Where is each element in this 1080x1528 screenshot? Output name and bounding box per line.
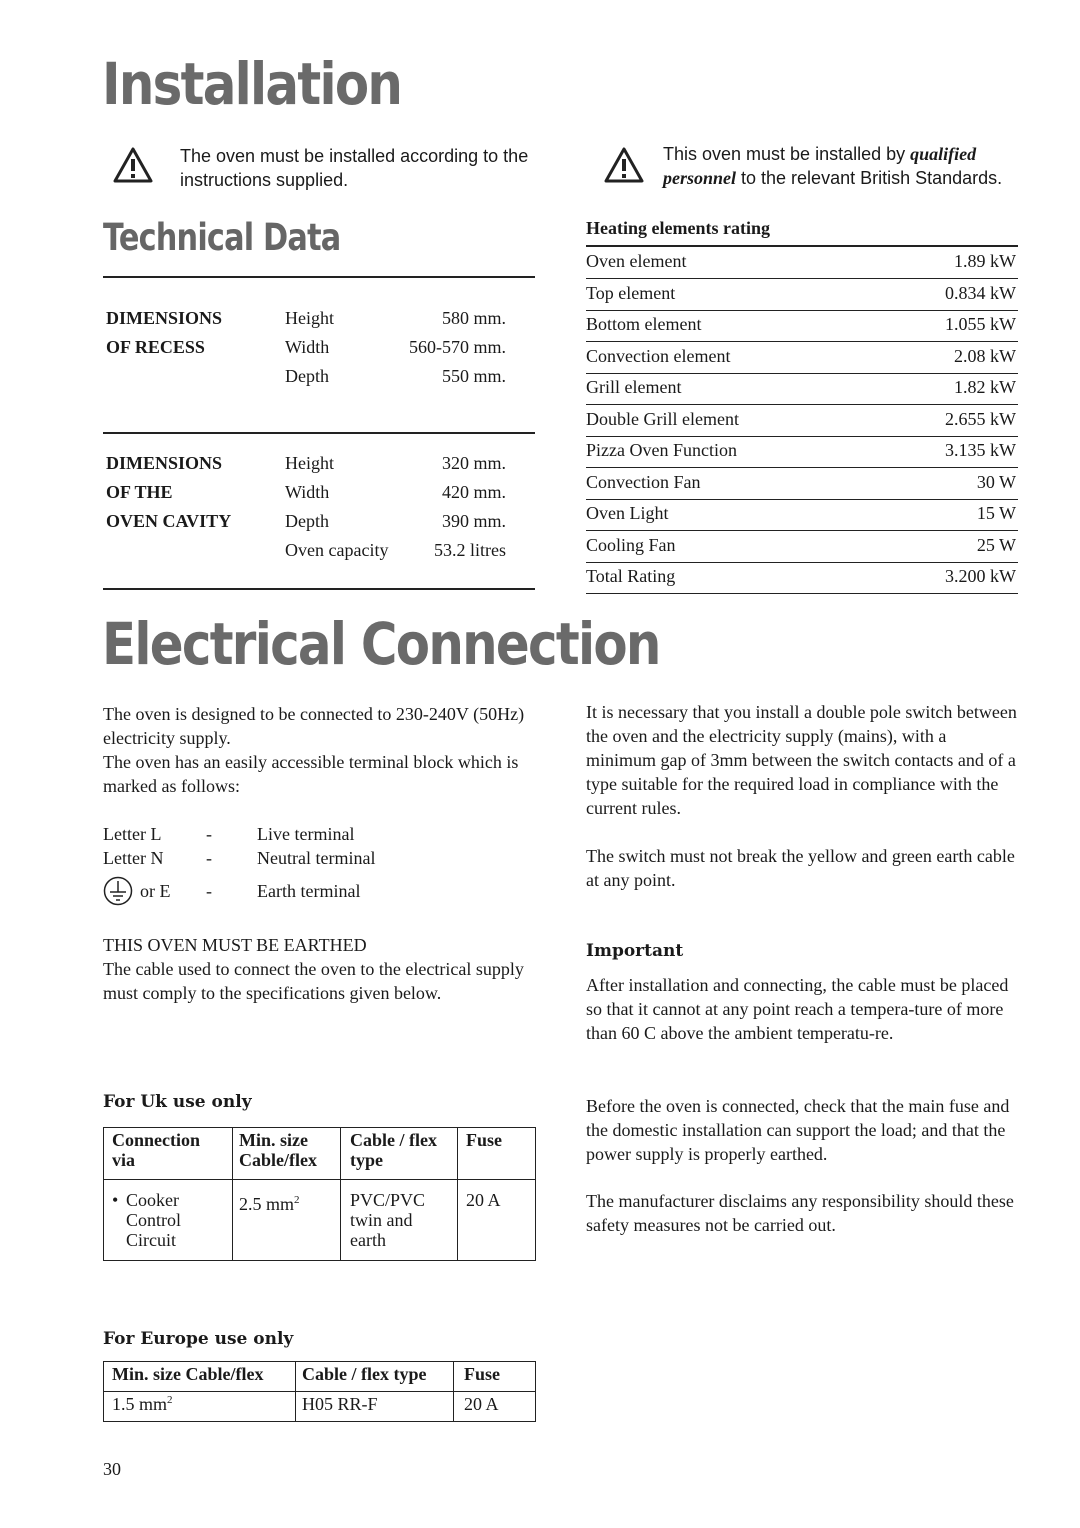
uk-cell-fuse: 20 A xyxy=(458,1180,536,1261)
terminal-desc: Live terminal xyxy=(257,824,355,844)
warning-icon xyxy=(603,146,645,184)
heating-element-name: Oven Light xyxy=(586,503,669,523)
heating-element-name: Oven element xyxy=(586,251,687,271)
table-row xyxy=(104,1392,536,1422)
heating-element-name: Pizza Oven Function xyxy=(586,440,737,460)
cavity-dim-value: 390 mm. xyxy=(441,511,506,531)
recess-dim-name: Depth xyxy=(285,366,329,386)
heating-row xyxy=(586,499,1018,531)
heating-row xyxy=(586,468,1018,500)
installation-title: Installation xyxy=(102,50,402,118)
heating-row xyxy=(586,342,1018,374)
eu-cell-type: H05 RR-F xyxy=(296,1392,454,1422)
intro-paragraph xyxy=(103,702,533,798)
terminal-desc: Earth terminal xyxy=(257,881,361,901)
notice-italic: qualified xyxy=(910,144,977,164)
recess-dim-value: 560-570 mm. xyxy=(409,337,506,357)
fuse-paragraph: Before the oven is connected, check that the main fuse and the domestic installation can support the load; and that the power supply is properly earthed. xyxy=(586,1096,1010,1164)
uk-cell-type xyxy=(341,1180,458,1261)
uk-header-size: Min. size Cable/flex xyxy=(233,1128,341,1180)
intro-text: The oven is designed to be connected to 230-240V (50Hz) electricity supply. xyxy=(103,704,525,748)
heating-row xyxy=(586,310,1018,342)
divider xyxy=(103,432,535,434)
recess-label: OF RECESS xyxy=(106,337,205,357)
heating-row xyxy=(586,279,1018,311)
heating-element-value: 3.135 kW xyxy=(945,440,1016,460)
recess-label: DIMENSIONS xyxy=(106,308,223,328)
terminal-desc: Neutral terminal xyxy=(257,848,376,868)
terminal-dash: - xyxy=(206,824,212,844)
recess-dim-value: 580 mm. xyxy=(441,308,506,328)
eu-size-value: 1.5 mm xyxy=(112,1394,168,1414)
disclaimer-paragraph: The manufacturer disclaims any responsibility should these safety measures not be carried out. xyxy=(586,1191,1014,1235)
heating-element-name: Total Rating xyxy=(586,566,676,586)
heating-row xyxy=(586,247,1018,279)
divider xyxy=(103,588,535,590)
bullet: • xyxy=(112,1190,119,1210)
uk-type-value: PVC/PVC twin and earth xyxy=(350,1190,426,1250)
cavity-label: OF THE xyxy=(106,482,173,502)
install-notice-right xyxy=(663,142,1053,190)
heating-element-name: Convection element xyxy=(586,345,731,366)
eu-header-size: Min. size Cable/flex xyxy=(104,1362,296,1392)
eu-header-type: Cable / flex type xyxy=(296,1362,454,1392)
cavity-dim-value: 320 mm. xyxy=(441,453,506,473)
cavity-dim-value: 53.2 litres xyxy=(434,540,506,560)
heating-row xyxy=(586,405,1018,437)
uk-header-connection: Connection via xyxy=(104,1128,233,1180)
cavity-dim-name: Oven capacity xyxy=(285,540,389,560)
notice-text: to the relevant British Standards. xyxy=(736,168,1003,188)
heating-element-value: 2.655 kW xyxy=(945,408,1016,429)
recess-dim-name: Height xyxy=(285,308,334,328)
table-header-row xyxy=(104,1128,536,1180)
heating-element-value: 15 W xyxy=(976,503,1016,523)
uk-cell-size xyxy=(233,1180,341,1261)
eu-cell-size xyxy=(104,1392,296,1422)
heating-element-name: Bottom element xyxy=(586,314,702,334)
temperature-paragraph: After installation and connecting, the cable must be placed so that it cannot at any point reach a tempera-ture of more than 60 C above the ambient temperatu-re. xyxy=(586,975,1009,1043)
recess-dim-name: Width xyxy=(285,337,330,357)
earthed-warning: THIS OVEN MUST BE EARTHED xyxy=(103,935,367,955)
superscript: 2 xyxy=(167,1394,173,1406)
warning-icon xyxy=(112,146,154,184)
cable-paragraph: The cable used to connect the oven to the electrical supply must comply to the specifications given below. xyxy=(103,959,524,1003)
heating-element-name: Double Grill element xyxy=(586,408,739,429)
divider xyxy=(103,276,535,278)
terminal-letter: Letter L xyxy=(103,824,162,844)
uk-cell-connection xyxy=(104,1180,233,1261)
heating-row xyxy=(586,436,1018,468)
heating-row xyxy=(586,562,1018,594)
heating-element-value: 1.89 kW xyxy=(954,251,1016,271)
heating-element-value: 1.82 kW xyxy=(954,377,1016,397)
heating-element-value: 1.055 kW xyxy=(945,314,1016,334)
page-number: 30 xyxy=(103,1459,121,1479)
install-notice-left: The oven must be installed according to the instructions supplied. xyxy=(180,146,529,190)
terminal-dash: - xyxy=(206,881,212,901)
heating-element-value: 25 W xyxy=(976,534,1016,555)
switch-paragraph: It is necessary that you install a double pole switch between the oven and the electricity supply (mains), with a minimum gap of 3mm between the switch contacts and of a type suitable for the required load in compliance with the current rules. xyxy=(586,702,1017,818)
uk-table xyxy=(103,1127,536,1261)
heating-element-value: 30 W xyxy=(976,471,1016,492)
cavity-dim-value: 420 mm. xyxy=(441,482,506,502)
heating-title: Heating elements rating xyxy=(586,218,770,238)
earth-cable-paragraph: The switch must not break the yellow and green earth cable at any point. xyxy=(586,846,1015,890)
table-header-row xyxy=(104,1362,536,1392)
terminal-dash: - xyxy=(206,848,212,868)
terminal-letter: or E xyxy=(140,881,171,901)
table-row xyxy=(104,1180,536,1261)
cavity-label: OVEN CAVITY xyxy=(106,511,232,531)
terminal-letter: Letter N xyxy=(103,848,164,868)
intro-text: The oven has an easily accessible terminal block which is marked as follows: xyxy=(103,752,519,796)
heating-row xyxy=(586,373,1018,405)
notice-italic: personnel xyxy=(663,168,737,188)
uk-size-value: 2.5 mm xyxy=(239,1194,295,1214)
uk-header-fuse: Fuse xyxy=(458,1128,536,1180)
important-title: Important xyxy=(586,941,684,961)
electrical-connection-title: Electrical Connection xyxy=(102,610,660,678)
notice-text: This oven must be installed by xyxy=(663,144,911,164)
eu-cell-fuse: 20 A xyxy=(454,1392,536,1422)
earth-icon xyxy=(103,876,133,906)
recess-dim-value: 550 mm. xyxy=(441,366,506,386)
uk-title: For Uk use only xyxy=(103,1092,252,1112)
technical-data-title: Technical Data xyxy=(103,216,341,259)
eu-table xyxy=(103,1361,536,1422)
uk-connection-value: Cooker Control Circuit xyxy=(126,1190,182,1250)
heating-element-value: 0.834 kW xyxy=(945,282,1016,303)
heating-element-value: 3.200 kW xyxy=(945,566,1016,586)
eu-header-fuse: Fuse xyxy=(454,1362,536,1392)
cavity-label: DIMENSIONS xyxy=(106,453,223,473)
heating-row xyxy=(586,531,1018,563)
heating-element-name: Convection Fan xyxy=(586,471,701,492)
eu-title: For Europe use only xyxy=(103,1329,294,1349)
cavity-dim-name: Height xyxy=(285,453,334,473)
heating-element-name: Top element xyxy=(586,282,676,303)
cavity-dim-name: Width xyxy=(285,482,330,502)
heating-element-name: Grill element xyxy=(586,377,682,397)
heating-element-value: 2.08 kW xyxy=(954,345,1016,366)
uk-header-type: Cable / flex type xyxy=(341,1128,458,1180)
cavity-dim-name: Depth xyxy=(285,511,329,531)
heating-element-name: Cooling Fan xyxy=(586,534,676,555)
superscript: 2 xyxy=(294,1194,300,1206)
